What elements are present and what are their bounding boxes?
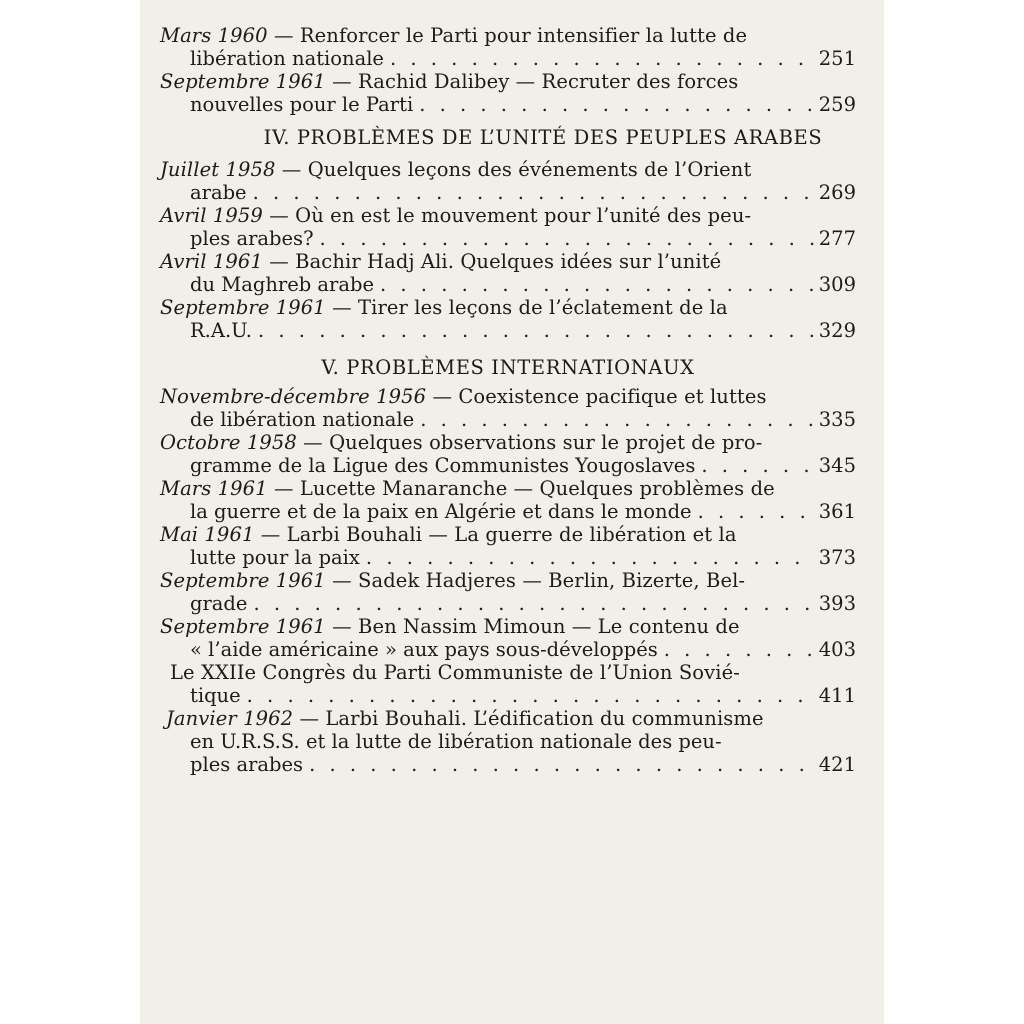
entry-date: Avril 1961	[160, 250, 263, 273]
page-number: 403	[818, 638, 856, 661]
entry-line	[160, 273, 856, 296]
entry-line: Septembre 1961 — Ben Nassim Mimoun — Le contenu de	[160, 615, 740, 638]
entry-line: Avril 1959 — Où en est le mouvement pour l’unité des peu-	[160, 204, 752, 227]
entry-text: nouvelles pour le Parti	[190, 93, 414, 116]
entry-text: ples arabes?	[190, 227, 314, 250]
leader-dots	[241, 684, 816, 707]
entry-text: Larbi Bouhali — La guerre de libération et la	[286, 523, 737, 546]
entry-date: Novembre-décembre 1956	[160, 385, 427, 408]
entry-text: grade	[190, 592, 248, 615]
entry-text: lutte pour la paix	[190, 546, 360, 569]
toc-entry	[160, 707, 856, 776]
toc-entry	[160, 24, 856, 70]
entry-text: Bachir Hadj Ali. Quelques idées sur l’unité	[295, 250, 722, 273]
toc-entry	[160, 615, 856, 661]
page-number: 411	[818, 684, 856, 707]
leader-dots	[360, 546, 816, 569]
entry-line: Octobre 1958 — Quelques observations sur le projet de pro-	[160, 431, 763, 454]
entry-date: Mars 1960	[160, 24, 268, 47]
page-number: 393	[818, 592, 856, 615]
entry-text: Sadek Hadjeres — Berlin, Bizerte, Bel-	[358, 569, 746, 592]
entry-text: Le XXIIe Congrès du Parti Communiste de l’Union Sovié-	[170, 661, 740, 684]
entry-text: Lucette Manaranche — Quelques problèmes de	[299, 477, 775, 500]
entry-text: R.A.U.	[190, 319, 253, 342]
entry-line: Mars 1960 — Renforcer le Parti pour intensifier la lutte de	[160, 24, 748, 47]
toc-entry	[160, 431, 856, 477]
entry-text: Coexistence pacifique et luttes	[458, 385, 767, 408]
entry-line	[160, 47, 856, 70]
page-number: 361	[818, 500, 856, 523]
page-number: 345	[818, 454, 856, 477]
entry-text: Larbi Bouhali. L’édification du communisme	[325, 707, 764, 730]
toc-entry	[160, 477, 856, 523]
page-number: 373	[818, 546, 856, 569]
entry-text: en U.R.S.S. et la lutte de libération nationale des peu-	[190, 730, 722, 753]
page-number: 277	[818, 227, 856, 250]
toc-entry	[160, 661, 856, 707]
table-of-contents	[160, 24, 856, 776]
entry-date: Septembre 1961	[160, 569, 326, 592]
entry-date: Janvier 1962	[166, 707, 294, 730]
entry-text: Où en est le mouvement pour l’unité des peu-	[295, 204, 752, 227]
entry-text: gramme de la Ligue des Communistes Yougoslaves	[190, 454, 696, 477]
entry-line	[160, 93, 856, 116]
entry-date: Septembre 1961	[160, 70, 326, 93]
leader-dots	[695, 454, 816, 477]
page-number: 421	[818, 753, 856, 776]
entry-text: « l’aide américaine » aux pays sous-développés	[190, 638, 658, 661]
leader-dots	[247, 181, 816, 204]
section-title: V. PROBLÈMES INTERNATIONAUX	[321, 356, 695, 379]
leader-dots	[303, 753, 816, 776]
entry-line	[160, 592, 856, 615]
leader-dots	[314, 227, 816, 250]
entry-line: Septembre 1961 — Rachid Dalibey — Recruter des forces	[160, 70, 739, 93]
entry-line: Mars 1961 — Lucette Manaranche — Quelques problèmes de	[160, 477, 775, 500]
entry-text: du Maghreb arabe	[190, 273, 375, 296]
leader-dots	[692, 500, 816, 523]
page-number: 329	[818, 319, 856, 342]
entry-line	[160, 661, 856, 684]
entry-line: Novembre-décembre 1956 — Coexistence pacifique et luttes	[160, 385, 767, 408]
leader-dots	[374, 273, 816, 296]
entry-line	[160, 684, 856, 707]
entry-line	[160, 408, 856, 431]
entry-date: Juillet 1958	[160, 158, 276, 181]
page-number: 251	[818, 47, 856, 70]
entry-date: Septembre 1961	[160, 615, 326, 638]
leader-dots	[414, 408, 816, 431]
page-number: 269	[818, 181, 856, 204]
entry-line: Septembre 1961 — Tirer les leçons de l’éclatement de la	[160, 296, 728, 319]
entry-date: Septembre 1961	[160, 296, 326, 319]
entry-date: Mars 1961	[160, 477, 268, 500]
section-title: IV. PROBLÈMES DE L’UNITÉ DES PEUPLES ARABES	[263, 126, 823, 149]
leader-dots	[247, 592, 816, 615]
entry-text: Quelques leçons des événements de l’Orient	[307, 158, 752, 181]
toc-entry	[160, 569, 856, 615]
entry-text: libération nationale	[190, 47, 384, 70]
toc-entry	[160, 158, 856, 204]
entry-line	[160, 227, 856, 250]
entry-line: Janvier 1962 — Larbi Bouhali. L’édification du communisme	[166, 707, 764, 730]
page-number: 259	[818, 93, 856, 116]
entry-text: de libération nationale	[190, 408, 415, 431]
leader-dots	[384, 47, 816, 70]
toc-entry	[160, 204, 856, 250]
entry-text: Ben Nassim Mimoun — Le contenu de	[358, 615, 740, 638]
entry-line: Juillet 1958 — Quelques leçons des événements de l’Orient	[160, 158, 752, 181]
entry-text: Quelques observations sur le projet de pro-	[329, 431, 763, 454]
entry-text: Rachid Dalibey — Recruter des forces	[358, 70, 739, 93]
toc-entry	[160, 70, 856, 116]
entry-line	[160, 753, 856, 776]
page-number: 309	[818, 273, 856, 296]
entry-text: Tirer les leçons de l’éclatement de la	[358, 296, 728, 319]
toc-entry	[160, 296, 856, 342]
entry-text: ples arabes	[190, 753, 304, 776]
toc-entry	[160, 385, 856, 431]
entry-line	[160, 546, 856, 569]
entry-line	[160, 638, 856, 661]
entry-date: Octobre 1958	[160, 431, 297, 454]
leader-dots	[252, 319, 816, 342]
entry-date: Mai 1961	[160, 523, 255, 546]
leader-dots	[413, 93, 816, 116]
entry-line: Septembre 1961 — Sadek Hadjeres — Berlin, Bizerte, Bel-	[160, 569, 746, 592]
entry-line	[160, 500, 856, 523]
entry-line	[160, 454, 856, 477]
entry-text: Renforcer le Parti pour intensifier la lutte de	[299, 24, 748, 47]
entry-line	[160, 181, 856, 204]
book-page	[140, 0, 884, 1024]
entry-line: Mai 1961 — Larbi Bouhali — La guerre de libération et la	[160, 523, 737, 546]
entry-text: la guerre et de la paix en Algérie et dans le monde	[190, 500, 692, 523]
entry-date: Avril 1959	[160, 204, 263, 227]
toc-entry	[160, 250, 856, 296]
entry-text: tique	[190, 684, 241, 707]
entry-line	[160, 319, 856, 342]
toc-entry	[160, 523, 856, 569]
leader-dots	[658, 638, 816, 661]
entry-line	[160, 730, 856, 753]
entry-line: Avril 1961 — Bachir Hadj Ali. Quelques idées sur l’unité	[160, 250, 722, 273]
entry-text: arabe	[190, 181, 247, 204]
page-number: 335	[818, 408, 856, 431]
